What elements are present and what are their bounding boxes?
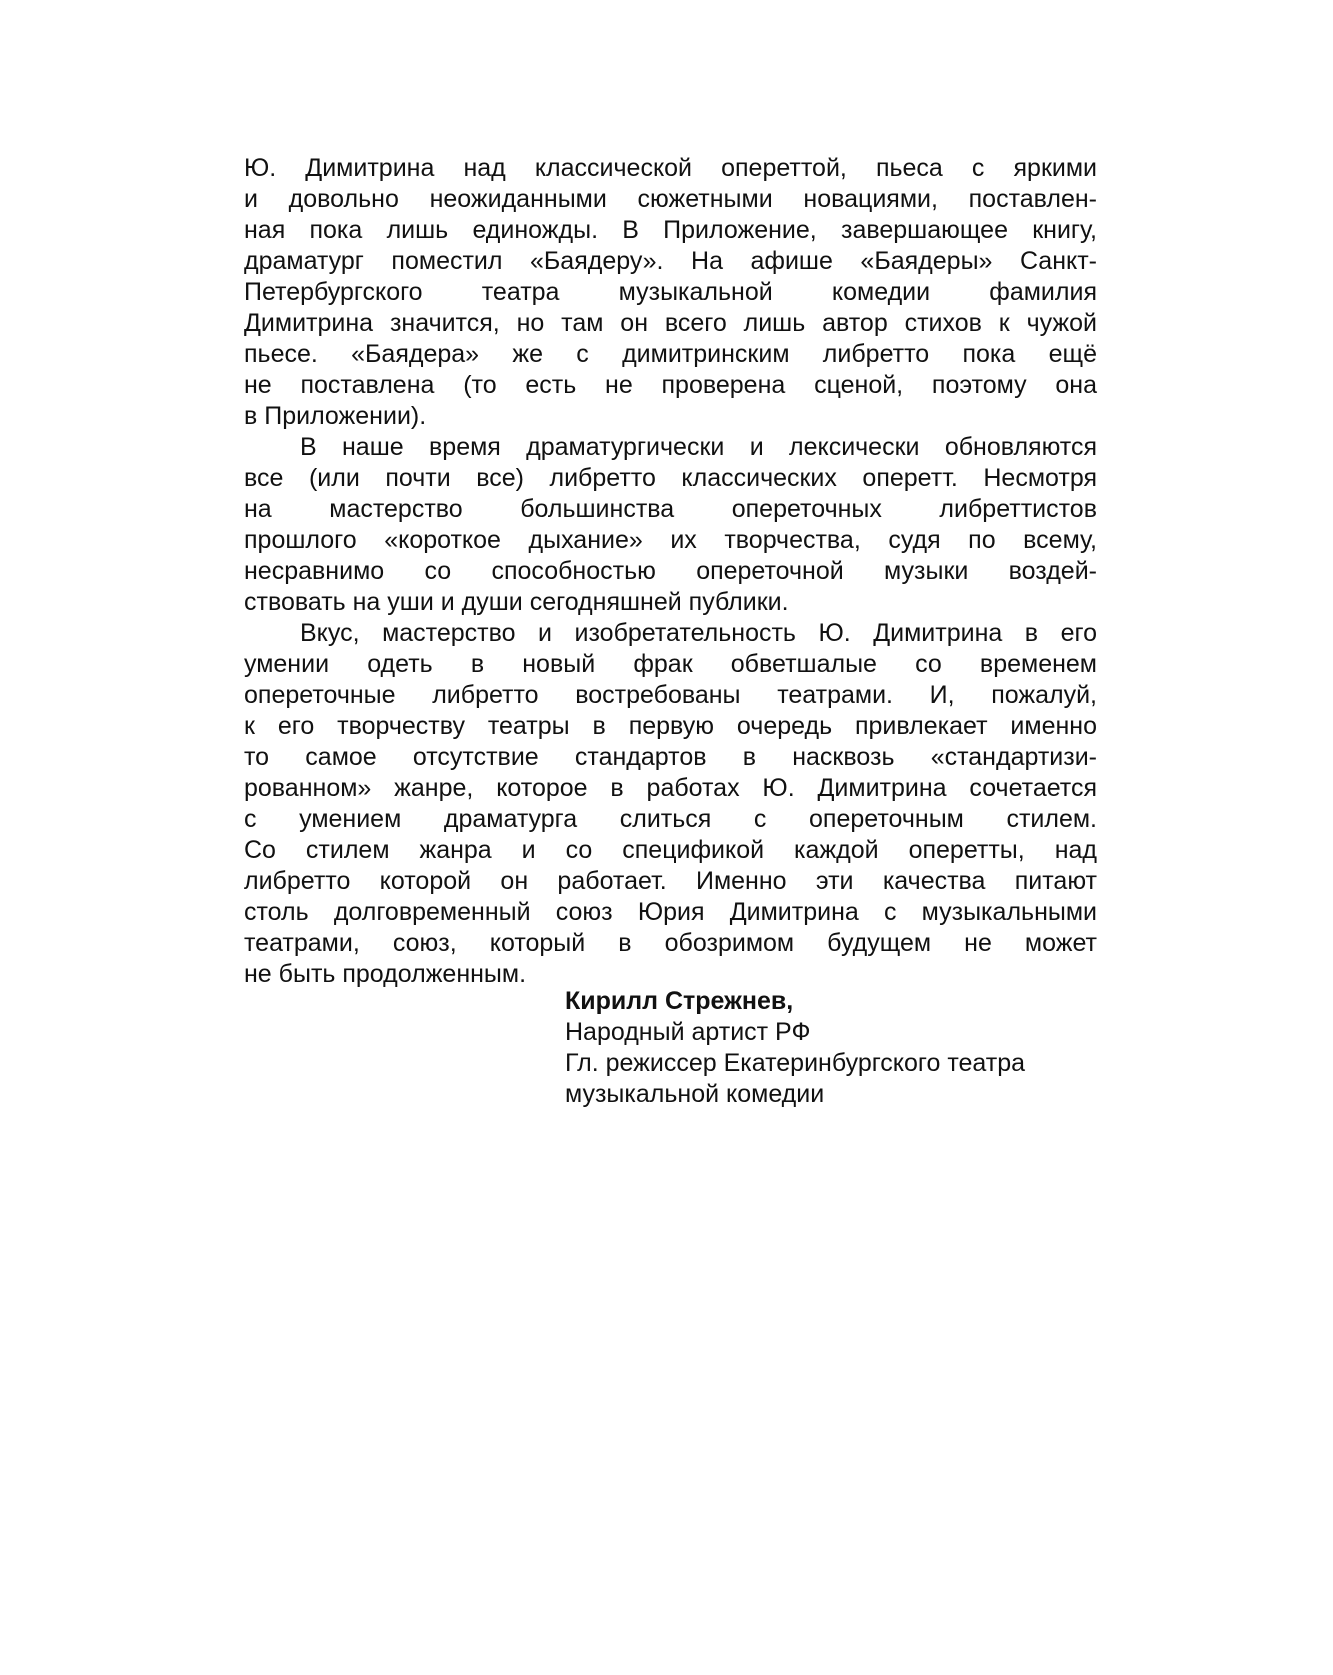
- text-line: прошлого «короткое дыхание» их творчества, судя по всему,: [244, 526, 1097, 554]
- text-line: несравнимо со способностью опереточной музыки воздей-: [244, 557, 1097, 585]
- text-line: в Приложении).: [244, 402, 427, 430]
- text-line: не поставлена (то есть не проверена сценой, поэтому она: [244, 371, 1097, 399]
- text-line: ная пока лишь единожды. В Приложение, завершающее книгу,: [244, 216, 1097, 244]
- text-line: Со стилем жанра и со спецификой каждой оперетты, над: [244, 836, 1097, 864]
- text-line: умении одеть в новый фрак обветшалые со временем: [244, 650, 1097, 678]
- text-line: В наше время драматургически и лексически обновляются: [300, 433, 1097, 461]
- text-line: драматург поместил «Баядеру». На афише «Баядеры» Санкт-: [244, 247, 1097, 275]
- text-line: столь долговременный союз Юрия Димитрина с музыкальными: [244, 898, 1097, 926]
- text-line: и довольно неожиданными сюжетными новациями, поставлен-: [244, 185, 1097, 213]
- body-text: [244, 153, 1097, 990]
- text-line: с умением драматурга слиться с опереточным стилем.: [244, 805, 1097, 833]
- text-line: к его творчеству театры в первую очередь привлекает именно: [244, 712, 1097, 740]
- text-line: Петербургского театра музыкальной комедии фамилия: [244, 278, 1097, 306]
- author-name: Кирилл Стрежнев,: [565, 987, 794, 1015]
- text-line: не быть продолженным.: [244, 960, 527, 988]
- text-line: на мастерство большинства опереточных либреттистов: [244, 495, 1097, 523]
- text-line: пьесе. «Баядера» же с димитринским либретто пока ещё: [244, 340, 1097, 368]
- text-line: либретто которой он работает. Именно эти качества питают: [244, 867, 1097, 895]
- text-line: Вкус, мастерство и изобретательность Ю. Димитрина в его: [300, 619, 1097, 647]
- text-line: Димитрина значится, но там он всего лишь автор стихов к чужой: [244, 309, 1097, 337]
- author-position-continued: музыкальной комедии: [565, 1080, 825, 1108]
- text-line: ствовать на уши и души сегодняшней публики.: [244, 588, 789, 616]
- text-line: то самое отсутствие стандартов в насквозь «стандартизи-: [244, 743, 1097, 771]
- text-line: рованном» жанре, которое в работах Ю. Димитрина сочетается: [244, 774, 1097, 802]
- text-line: опереточные либретто востребованы театрами. И, пожалуй,: [244, 681, 1097, 709]
- text-line: все (или почти все) либретто классических оперетт. Несмотря: [244, 464, 1097, 492]
- text-line: Ю. Димитрина над классической опереттой, пьеса с яркими: [244, 154, 1097, 182]
- author-title: Народный артист РФ: [565, 1018, 811, 1046]
- author-position: Гл. режиссер Екатеринбургского театра: [565, 1049, 1026, 1077]
- text-line: театрами, союз, который в обозримом будущем не может: [244, 929, 1097, 957]
- signature-block: [565, 986, 1105, 1110]
